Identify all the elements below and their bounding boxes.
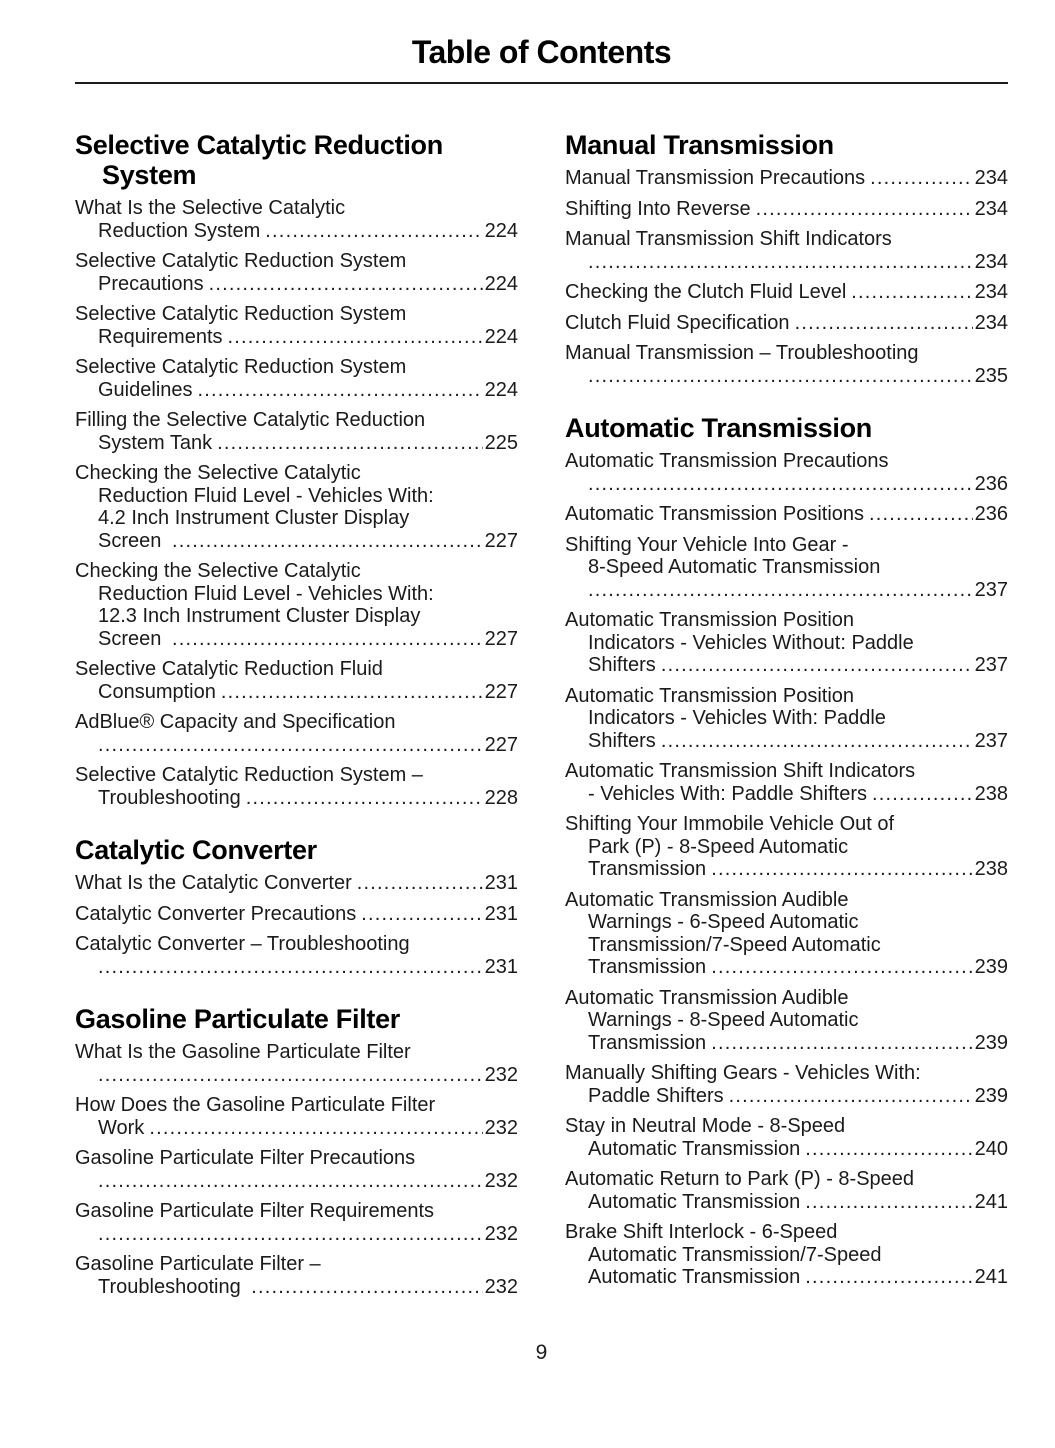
- section-heading-line: Catalytic Converter: [75, 835, 317, 865]
- entry-text: Transmission: [588, 858, 707, 880]
- entry-line: Selective Catalytic Reduction System –: [75, 764, 423, 786]
- entry-text: What Is the Catalytic Converter: [75, 872, 352, 894]
- entry-text: Checking the Clutch Fluid Level: [565, 281, 847, 303]
- toc-entry: [75, 560, 518, 650]
- toc-section: [75, 130, 518, 809]
- entry-page-number: 234: [974, 281, 1008, 303]
- entry-leader-line: [565, 1085, 1008, 1108]
- entry-page-number: 241: [974, 1266, 1008, 1288]
- leader-dots: [98, 956, 483, 979]
- toc-entry: [565, 450, 1008, 495]
- entry-leader-line: [565, 858, 1008, 881]
- entry-leader-line: [565, 251, 1008, 274]
- entry-page-number: 224: [484, 378, 518, 401]
- entry-page-number: 231: [484, 955, 518, 978]
- section-heading: [75, 835, 518, 865]
- entry-text: Work: [98, 1116, 145, 1139]
- leader-dots: [149, 1117, 482, 1140]
- entry-page-number: 241: [974, 1190, 1008, 1213]
- toc-column: [565, 130, 1008, 1306]
- section-heading-line: Selective Catalytic Reduction: [75, 130, 443, 160]
- section-entries: [75, 872, 518, 978]
- section-heading: [565, 413, 1008, 443]
- entry-text: Screen: [98, 529, 167, 552]
- entry-page-number: 232: [484, 1222, 518, 1245]
- entry-line: Selective Catalytic Reduction System: [75, 303, 407, 325]
- toc-entry: [75, 658, 518, 703]
- entry-line: Manually Shifting Gears - Vehicles With:: [565, 1062, 921, 1084]
- toc-entry: [565, 342, 1008, 387]
- entry-line: Checking the Selective Catalytic: [75, 462, 361, 484]
- entry-line: Gasoline Particulate Filter –: [75, 1253, 321, 1275]
- entry-line: 8-Speed Automatic Transmission: [588, 556, 881, 578]
- toc-entry: [75, 1253, 518, 1298]
- entry-leader-line: [75, 1276, 518, 1299]
- entry-text: Screen: [98, 627, 167, 650]
- entry-leader-line: [565, 365, 1008, 388]
- entry-line: Manual Transmission Shift Indicators: [565, 228, 892, 250]
- entry-line: Automatic Transmission Position: [565, 684, 855, 707]
- section-entries: [565, 450, 1008, 1289]
- entry-leader-line: [75, 1223, 518, 1246]
- entry-line: Shifting Your Vehicle Into Gear -: [565, 533, 849, 556]
- entry-line: 12.3 Inch Instrument Cluster Display: [98, 605, 421, 627]
- entry-line: Automatic Transmission Shift Indicators: [565, 760, 916, 782]
- entry-text: Shifters: [588, 654, 656, 676]
- entry-line: Automatic Return to Park (P) - 8-Speed: [565, 1168, 915, 1190]
- toc-entry: [565, 312, 1008, 335]
- page-number: 9: [535, 1341, 548, 1364]
- entry-line: Gasoline Particulate Filter Requirements: [75, 1200, 435, 1222]
- leader-dots: [361, 903, 482, 926]
- leader-dots: [198, 379, 483, 402]
- section-heading-line: Manual Transmission: [565, 130, 834, 160]
- entry-leader-line: [75, 956, 518, 979]
- entry-leader-line: [565, 503, 1008, 526]
- entry-text: Troubleshooting: [98, 786, 241, 809]
- toc-section: [565, 413, 1008, 1289]
- entry-line: Stay in Neutral Mode - 8-Speed: [565, 1115, 846, 1137]
- entry-line: Manual Transmission – Troubleshooting: [565, 342, 919, 364]
- entry-text: Troubleshooting: [98, 1275, 247, 1298]
- toc-entry: [75, 903, 518, 926]
- entry-page-number: 239: [974, 1084, 1008, 1107]
- leader-dots: [661, 730, 973, 753]
- entry-page-number: 237: [974, 654, 1008, 676]
- leader-dots: [805, 1266, 972, 1289]
- entry-line: Reduction Fluid Level - Vehicles With:: [98, 582, 434, 605]
- toc-entry: [75, 197, 518, 242]
- entry-text: Shifters: [588, 729, 656, 752]
- leader-dots: [98, 1064, 483, 1087]
- entry-leader-line: [75, 1170, 518, 1193]
- toc-entry: [565, 1221, 1008, 1289]
- leader-dots: [872, 783, 973, 806]
- leader-dots: [172, 628, 483, 651]
- toc-entry: [565, 534, 1008, 602]
- leader-dots: [805, 1191, 972, 1214]
- leader-dots: [228, 326, 483, 349]
- entry-leader-line: [75, 432, 518, 455]
- entry-text: Reduction System: [98, 219, 261, 242]
- toc-entry: [75, 764, 518, 809]
- entry-line: Indicators - Vehicles With: Paddle: [588, 707, 886, 729]
- entry-line: Automatic Transmission Audible: [565, 986, 849, 1009]
- section-heading-line: Automatic Transmission: [565, 413, 872, 443]
- entry-page-number: 232: [484, 1275, 518, 1298]
- section-heading: [75, 1004, 518, 1034]
- leader-dots: [795, 312, 973, 335]
- entry-page-number: 238: [974, 782, 1008, 805]
- leader-dots: [98, 1223, 483, 1246]
- entry-page-number: 234: [974, 311, 1008, 334]
- section-heading-line: Gasoline Particulate Filter: [75, 1004, 401, 1034]
- entry-page-number: 232: [484, 1169, 518, 1192]
- toc-entry: [565, 685, 1008, 753]
- entry-line: Brake Shift Interlock - 6-Speed: [565, 1221, 838, 1243]
- entry-page-number: 227: [484, 529, 518, 552]
- toc-entry: [565, 609, 1008, 677]
- entry-page-number: 232: [484, 1063, 518, 1086]
- entry-page-number: 236: [974, 472, 1008, 495]
- entry-line: Selective Catalytic Reduction System: [75, 356, 407, 378]
- toc-entry: [75, 250, 518, 295]
- toc-entry: [75, 711, 518, 756]
- entry-leader-line: [565, 730, 1008, 753]
- toc-section: [565, 130, 1008, 387]
- entry-leader-line: [565, 312, 1008, 335]
- toc-entry: [565, 813, 1008, 881]
- entry-leader-line: [565, 167, 1008, 190]
- entry-line: Automatic Transmission Position: [565, 609, 855, 631]
- leader-dots: [98, 1170, 483, 1193]
- toc-entry: [565, 167, 1008, 190]
- entry-leader-line: [75, 872, 518, 895]
- entry-leader-line: [75, 530, 518, 553]
- leader-dots: [246, 787, 483, 810]
- entry-page-number: 227: [484, 733, 518, 756]
- toc-entry: [565, 503, 1008, 526]
- entry-leader-line: [565, 473, 1008, 496]
- toc-entry: [75, 872, 518, 895]
- entry-leader-line: [75, 734, 518, 757]
- entry-line: Selective Catalytic Reduction System: [75, 250, 407, 272]
- entry-page-number: 239: [974, 1031, 1008, 1054]
- entry-page-number: 237: [974, 578, 1008, 601]
- entry-line: 4.2 Inch Instrument Cluster Display: [98, 507, 410, 529]
- toc-entry: [565, 228, 1008, 273]
- leader-dots: [217, 432, 483, 455]
- entry-line: Automatic Transmission Audible: [565, 888, 849, 911]
- toc-columns: [75, 130, 1008, 1306]
- leader-dots: [729, 1085, 973, 1108]
- entry-page-number: 232: [484, 1116, 518, 1139]
- toc-section: [75, 1004, 518, 1298]
- leader-dots: [805, 1138, 972, 1161]
- leader-dots: [588, 251, 973, 274]
- entry-page-number: 234: [974, 250, 1008, 273]
- entry-leader-line: [565, 281, 1008, 304]
- leader-dots: [209, 273, 483, 296]
- entry-text: Guidelines: [98, 378, 193, 401]
- entry-leader-line: [75, 220, 518, 243]
- entry-page-number: 224: [484, 325, 518, 348]
- toc-entry: [565, 889, 1008, 979]
- entry-text: Manual Transmission Precautions: [565, 167, 866, 189]
- header-divider: [75, 82, 1008, 84]
- entry-line: What Is the Gasoline Particulate Filter: [75, 1041, 411, 1063]
- entry-text: Consumption: [98, 680, 216, 703]
- entry-line: Shifting Your Immobile Vehicle Out of: [565, 813, 895, 835]
- leader-dots: [756, 198, 973, 221]
- entry-text: Automatic Transmission Positions: [565, 503, 865, 525]
- leader-dots: [869, 503, 973, 526]
- entry-line: Reduction Fluid Level - Vehicles With:: [98, 484, 434, 507]
- leader-dots: [870, 167, 972, 190]
- entry-text: Automatic Transmission: [588, 1266, 801, 1288]
- entry-leader-line: [75, 787, 518, 810]
- leader-dots: [711, 1032, 972, 1055]
- entry-text: - Vehicles With: Paddle Shifters: [588, 782, 868, 805]
- entry-page-number: 236: [974, 503, 1008, 525]
- entry-leader-line: [565, 1032, 1008, 1055]
- entry-text: Precautions: [98, 272, 204, 295]
- entry-line: Warnings - 6-Speed Automatic: [588, 911, 859, 933]
- toc-entry: [75, 462, 518, 552]
- toc-entry: [75, 1041, 518, 1086]
- toc-entry: [565, 1115, 1008, 1160]
- toc-entry: [75, 1200, 518, 1245]
- leader-dots: [251, 1276, 482, 1299]
- entry-page-number: 227: [484, 627, 518, 650]
- toc-entry: [75, 303, 518, 348]
- entry-page-number: 239: [974, 956, 1008, 978]
- entry-page-number: 238: [974, 858, 1008, 880]
- entry-leader-line: [565, 956, 1008, 979]
- toc-entry: [75, 356, 518, 401]
- toc-entry: [565, 760, 1008, 805]
- entry-line: Checking the Selective Catalytic: [75, 560, 361, 582]
- entry-leader-line: [75, 903, 518, 926]
- toc-entry: [75, 409, 518, 454]
- entry-line: Gasoline Particulate Filter Precautions: [75, 1147, 416, 1169]
- entry-leader-line: [565, 783, 1008, 806]
- entry-leader-line: [75, 628, 518, 651]
- toc-entry: [565, 987, 1008, 1055]
- section-heading-line: System: [102, 160, 197, 190]
- entry-page-number: 231: [484, 902, 518, 925]
- toc-column: [75, 130, 518, 1306]
- entry-text: Shifting Into Reverse: [565, 197, 751, 220]
- entry-leader-line: [75, 273, 518, 296]
- entry-page-number: 231: [484, 872, 518, 894]
- entry-line: What Is the Selective Catalytic: [75, 197, 346, 219]
- section-entries: [565, 167, 1008, 387]
- entry-page-number: 224: [484, 272, 518, 295]
- entry-text: Transmission: [588, 956, 707, 978]
- toc-entry: [75, 933, 518, 978]
- entry-line: Automatic Transmission Precautions: [565, 450, 889, 472]
- entry-leader-line: [565, 198, 1008, 221]
- entry-leader-line: [75, 1117, 518, 1140]
- leader-dots: [711, 858, 972, 881]
- entry-leader-line: [75, 379, 518, 402]
- entry-line: Park (P) - 8-Speed Automatic: [588, 835, 849, 858]
- leader-dots: [588, 579, 973, 602]
- section-entries: [75, 1041, 518, 1298]
- entry-leader-line: [75, 681, 518, 704]
- entry-line: Warnings - 8-Speed Automatic: [588, 1009, 859, 1031]
- entry-line: Filling the Selective Catalytic Reduction: [75, 409, 426, 431]
- toc-entry: [75, 1094, 518, 1139]
- leader-dots: [98, 734, 483, 757]
- entry-page-number: 225: [484, 431, 518, 454]
- section-heading: [75, 130, 518, 190]
- entry-line: How Does the Gasoline Particulate Filter: [75, 1094, 436, 1116]
- entry-leader-line: [565, 654, 1008, 677]
- leader-dots: [851, 281, 972, 304]
- toc-entry: [565, 1168, 1008, 1213]
- entry-page-number: 227: [484, 680, 518, 703]
- entry-text: Clutch Fluid Specification: [565, 311, 790, 334]
- entry-text: Catalytic Converter Precautions: [75, 902, 357, 925]
- entry-page-number: 228: [484, 786, 518, 809]
- entry-page-number: 234: [974, 167, 1008, 189]
- entry-leader-line: [75, 326, 518, 349]
- toc-entry: [565, 1062, 1008, 1107]
- entry-line: AdBlue® Capacity and Specification: [75, 711, 396, 733]
- entry-page-number: 235: [974, 364, 1008, 387]
- entry-leader-line: [565, 1138, 1008, 1161]
- leader-dots: [221, 681, 483, 704]
- leader-dots: [172, 530, 483, 553]
- entry-page-number: 237: [974, 729, 1008, 752]
- entry-leader-line: [565, 1191, 1008, 1214]
- section-heading: [565, 130, 1008, 160]
- entry-text: Transmission: [588, 1031, 707, 1054]
- entry-text: Automatic Transmission: [588, 1190, 801, 1213]
- entry-text: Automatic Transmission: [588, 1137, 801, 1160]
- toc-section: [75, 835, 518, 978]
- entry-line: Indicators - Vehicles Without: Paddle: [588, 631, 914, 654]
- entry-page-number: 240: [974, 1137, 1008, 1160]
- entry-line: Automatic Transmission/7-Speed: [588, 1243, 882, 1266]
- leader-dots: [357, 872, 483, 895]
- entry-text: System Tank: [98, 431, 213, 454]
- toc-entry: [565, 198, 1008, 221]
- leader-dots: [265, 220, 482, 243]
- toc-entry: [75, 1147, 518, 1192]
- entry-page-number: 224: [484, 219, 518, 242]
- toc-entry: [565, 281, 1008, 304]
- entry-leader-line: [565, 579, 1008, 602]
- entry-page-number: 234: [974, 197, 1008, 220]
- entry-leader-line: [75, 1064, 518, 1087]
- leader-dots: [661, 654, 973, 677]
- entry-leader-line: [565, 1266, 1008, 1289]
- leader-dots: [711, 956, 972, 979]
- entry-text: Paddle Shifters: [588, 1084, 724, 1107]
- page-header: [75, 34, 1008, 84]
- leader-dots: [588, 473, 973, 496]
- entry-line: Transmission/7-Speed Automatic: [588, 933, 881, 956]
- section-entries: [75, 197, 518, 809]
- leader-dots: [588, 365, 973, 388]
- page-title: Table of Contents: [411, 34, 672, 70]
- entry-text: Requirements: [98, 325, 223, 348]
- entry-line: Selective Catalytic Reduction Fluid: [75, 658, 383, 680]
- entry-line: Catalytic Converter – Troubleshooting: [75, 933, 410, 955]
